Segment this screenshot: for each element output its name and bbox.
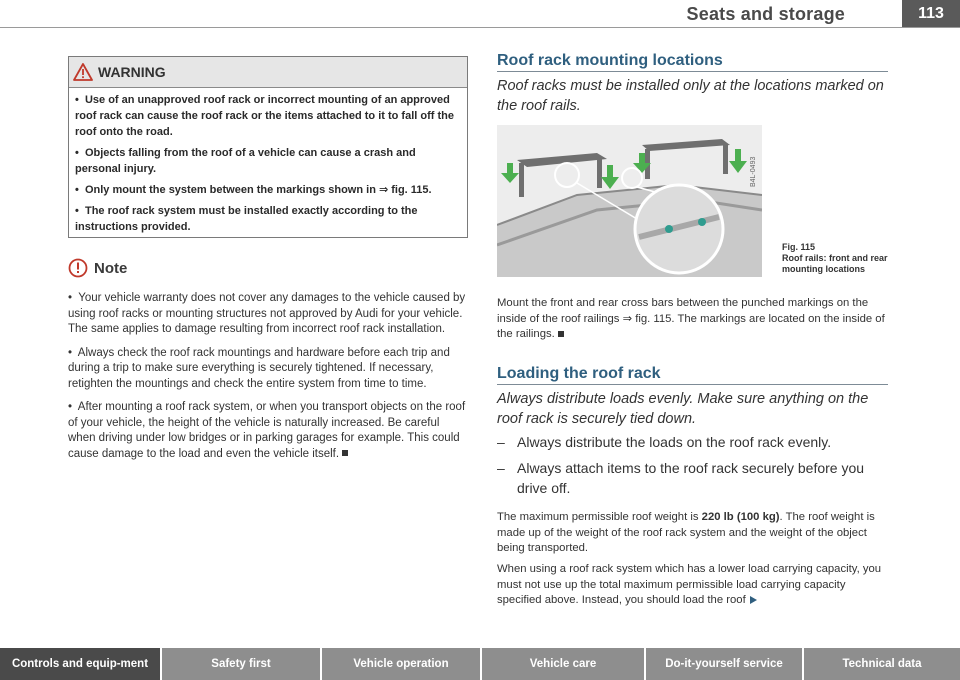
roof-rack-illustration: [497, 125, 762, 277]
page-number: 113: [902, 0, 960, 27]
footer-tabs: [0, 648, 960, 680]
figure-caption: [782, 242, 892, 275]
header-rule: [0, 27, 960, 28]
warning-title: WARNING: [98, 64, 166, 80]
figure-caption-text: Roof rails: front and rear mounting locations: [782, 253, 888, 274]
end-of-section-icon: [342, 450, 348, 456]
warning-triangle-icon: [73, 63, 93, 81]
load-capacity-paragraph: When using a roof rack system which has a lower load carrying capacity, you must not use up the total maximum permissible load carrying capacity specified above. Instead, you should load the roof: [497, 563, 882, 606]
page-header-title: Seats and storage: [686, 4, 845, 24]
note-header: [68, 258, 127, 278]
tab-vehicle-operation[interactable]: Vehicle operation: [322, 648, 480, 680]
section-rule: [497, 384, 888, 385]
warning-item: • Use of an unapproved roof rack or incorrect mounting of an approved roof rack can cause the roof rack or the items attached to it to fall off the roof onto the road.: [75, 94, 454, 138]
section-heading-mounting: Roof rack mounting locations: [497, 52, 723, 69]
tab-technical-data[interactable]: Technical data: [804, 648, 960, 680]
warning-box: [68, 56, 468, 238]
warning-list: [69, 88, 467, 235]
tab-controls-and-equipment[interactable]: Controls and equip-ment: [0, 648, 160, 680]
roof-weight-value: 220 lb (100 kg): [701, 511, 780, 523]
section-heading-loading: Loading the roof rack: [497, 365, 661, 382]
section-lead-loading: Always distribute loads evenly. Make sure anything on the roof rack is securely tied down.: [497, 391, 869, 427]
step-item: – Always attach items to the roof rack securely before you drive off.: [497, 460, 865, 496]
note-exclamation-icon: [68, 258, 88, 278]
end-of-section-icon: [558, 331, 564, 337]
roof-weight-paragraph: The maximum permissible roof weight is 220 lb (100 kg). The roof weight is made up of the weight of the roof rack system and the weight of the object being transported.: [497, 511, 875, 554]
figure-roof-rails: [497, 125, 762, 277]
section-body-mounting: Mount the front and rear cross bars between the punched markings on the inside of the roof railings ⇒ fig. 115. The markings are located on the inside of the railings.: [497, 297, 885, 340]
section-lead-mounting: Roof racks must be installed only at the locations marked on the roof rails.: [497, 78, 884, 114]
note-body: [68, 291, 466, 470]
tab-do-it-yourself-service[interactable]: Do-it-yourself service: [646, 648, 802, 680]
step-item: – Always distribute the loads on the roof rack evenly.: [497, 434, 832, 450]
warning-header: [69, 57, 467, 88]
note-title: Note: [94, 259, 128, 277]
note-item: • After mounting a roof rack system, or when you transport objects on the roof of your vehicle, the height of the vehicle is naturally increased. Be careful when driving under low bridges or in parking garages for example. This could cause damage to the load and even the vehicle itself.: [68, 401, 466, 460]
warning-item: • The roof rack system must be installed exactly according to the instructions provided.: [75, 205, 418, 233]
note-item: • Always check the roof rack mountings and hardware before each trip and during a trip to make sure everything is securely tightened. If necessary, retighten the mountings and check the entire system from time to time.: [68, 346, 450, 390]
figure-code: B4L-0493: [750, 156, 757, 187]
loading-steps: [497, 432, 889, 504]
tab-vehicle-care[interactable]: Vehicle care: [482, 648, 644, 680]
section-rule: [497, 71, 888, 72]
tab-safety-first[interactable]: Safety first: [162, 648, 320, 680]
note-item: • Your vehicle warranty does not cover any damages to the vehicle caused by using roof racks or mounting structures not approved by Audi for your vehicle. The same applies to damage resulting from incorrect roof rack installation.: [68, 292, 466, 335]
warning-item: • Objects falling from the roof of a vehicle can cause a crash and personal injury.: [75, 147, 416, 175]
warning-item: • Only mount the system between the markings shown in ⇒ fig. 115.: [75, 184, 432, 196]
continue-arrow-icon: [749, 595, 758, 605]
figure-caption-label: Fig. 115: [782, 242, 816, 252]
